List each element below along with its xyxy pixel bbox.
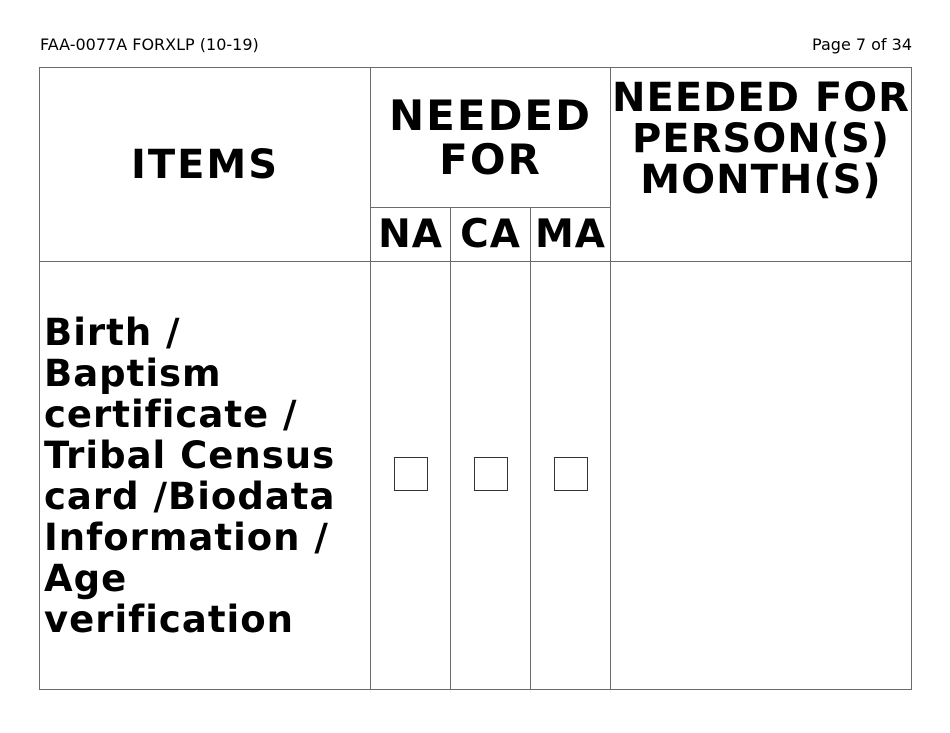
- table-row: [40, 262, 912, 690]
- na-checkbox[interactable]: [394, 457, 428, 491]
- items-table: [39, 67, 912, 690]
- page-number: Page 7 of 34: [812, 35, 912, 54]
- item-label: Birth / Baptism certificate / Tribal Census card /Biodata Information / Age verification: [44, 310, 336, 641]
- ca-column-header: CA: [451, 208, 531, 262]
- item-cell: [40, 262, 371, 690]
- ma-checkbox[interactable]: [554, 457, 588, 491]
- ca-checkbox[interactable]: [474, 457, 508, 491]
- form-id: FAA-0077A FORXLP (10-19): [40, 35, 259, 54]
- items-column-header: ITEMS: [40, 68, 371, 262]
- na-column-header: NA: [371, 208, 451, 262]
- ca-cell: [451, 262, 531, 690]
- person-months-field[interactable]: [611, 262, 912, 690]
- needed-for-column-header: NEEDED FOR: [371, 68, 611, 208]
- ma-column-header: MA: [531, 208, 611, 262]
- needed-for-person-months-column-header: NEEDED FOR PERSON(S) MONTH(S): [611, 68, 912, 262]
- ma-cell: [531, 262, 611, 690]
- na-cell: [371, 262, 451, 690]
